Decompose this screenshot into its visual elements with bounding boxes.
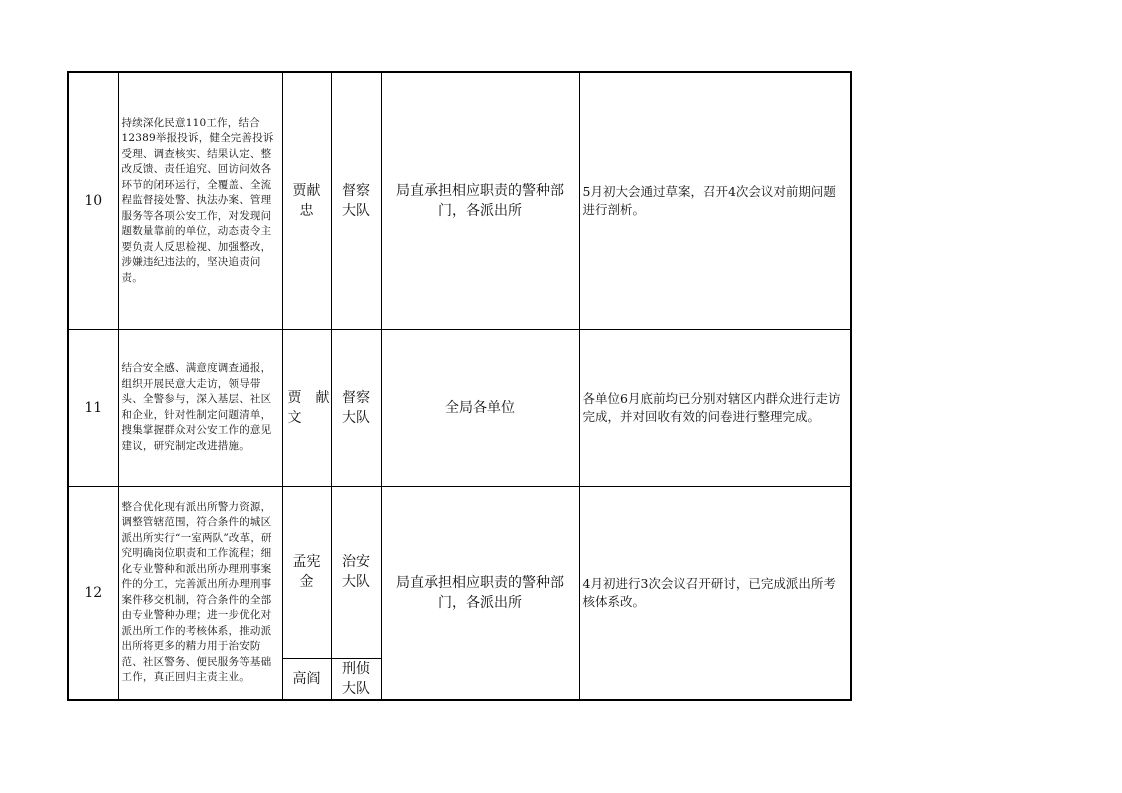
cooperating-units	[381, 486, 579, 700]
progress-status: 5月初大会通过草案，召开4次会议对前期问题进行剖析。	[579, 72, 851, 329]
progress-status: 4月初进行3次会议召开研讨，已完成派出所考核体系改。	[579, 486, 851, 700]
row-number: 10	[68, 72, 118, 329]
department-line2: 大队	[342, 574, 370, 590]
cooperating-units: 全局各单位	[381, 329, 579, 486]
cooperating-line2: 门，各派出所	[438, 594, 522, 611]
leader-name-line2: 忠	[299, 202, 314, 219]
work-plan-table	[67, 71, 852, 701]
cooperating-line1: 局直承担相应职责的警种部	[396, 574, 564, 591]
responsible-leader	[282, 329, 331, 486]
responsible-leader	[282, 486, 331, 658]
responsible-leader	[282, 72, 331, 329]
row-number: 11	[68, 329, 118, 486]
department-line2: 大队	[342, 680, 370, 697]
task-description: 结合安全感、满意度调查通报，组织开展民意大走访，领导带头、全警参与，深入基层、社区和企业，针对性制定问题清单，搜集掌握群众对公安工作的意见建议，研究制定改进措施。	[118, 329, 282, 486]
cooperating-units	[381, 72, 579, 329]
task-description: 持续深化民意110工作，结合12389举报投诉，健全完善投诉受理、调查核实、结果认定、整改反馈、责任追究、回访问效各环节的闭环运行，全覆盖、全流程监督接处警、执法办案、管理服务等各项公安工作，对发现问题数量靠前的单位，动态责令主要负责人反思检视、加强整改，涉嫌违纪违法的，坚决追责问责。	[118, 72, 282, 329]
leader-name-line2: 文	[287, 409, 302, 426]
lead-department	[331, 329, 381, 486]
cooperating-line1: 局直承担相应职责的警种部	[396, 182, 564, 199]
table-row	[68, 72, 851, 329]
department-line2: 大队	[342, 202, 370, 219]
leader-name-line1: 孟宪	[292, 554, 321, 570]
leader-name-line1: 贾献	[292, 182, 321, 199]
table-row	[68, 486, 851, 658]
cooperating-line2: 门，各派出所	[438, 202, 522, 219]
department-line2: 大队	[342, 409, 370, 426]
table-row	[68, 329, 851, 486]
progress-status: 各单位6月底前均已分别对辖区内群众进行走访完成，并对回收有效的问卷进行整理完成。	[579, 329, 851, 486]
lead-department	[331, 486, 381, 658]
responsible-leader: 高阎	[282, 658, 331, 700]
department-line1: 刑侦	[342, 660, 370, 677]
department-line1: 督察	[342, 389, 370, 406]
department-line1: 治安	[342, 554, 370, 570]
leader-name-line1: 贾 献	[287, 389, 330, 406]
task-description: 整合优化现有派出所警力资源，调整管辖范围，符合条件的城区派出所实行“一室两队”改革，研究明确岗位职责和工作流程；细化专业警种和派出所办理刑事案件的分工，完善派出所办理刑事案件移交机制，符合条件的全部由专业警种办理；进一步优化对派出所工作的考核体系，推动派出所将更多的精力用于治安防范、社区警务、便民服务等基础工作，真正回归主责主业。	[118, 486, 282, 700]
department-line1: 督察	[342, 182, 370, 199]
lead-department	[331, 72, 381, 329]
leader-name-line2: 金	[299, 574, 314, 590]
lead-department	[331, 658, 381, 700]
row-number: 12	[68, 486, 118, 700]
